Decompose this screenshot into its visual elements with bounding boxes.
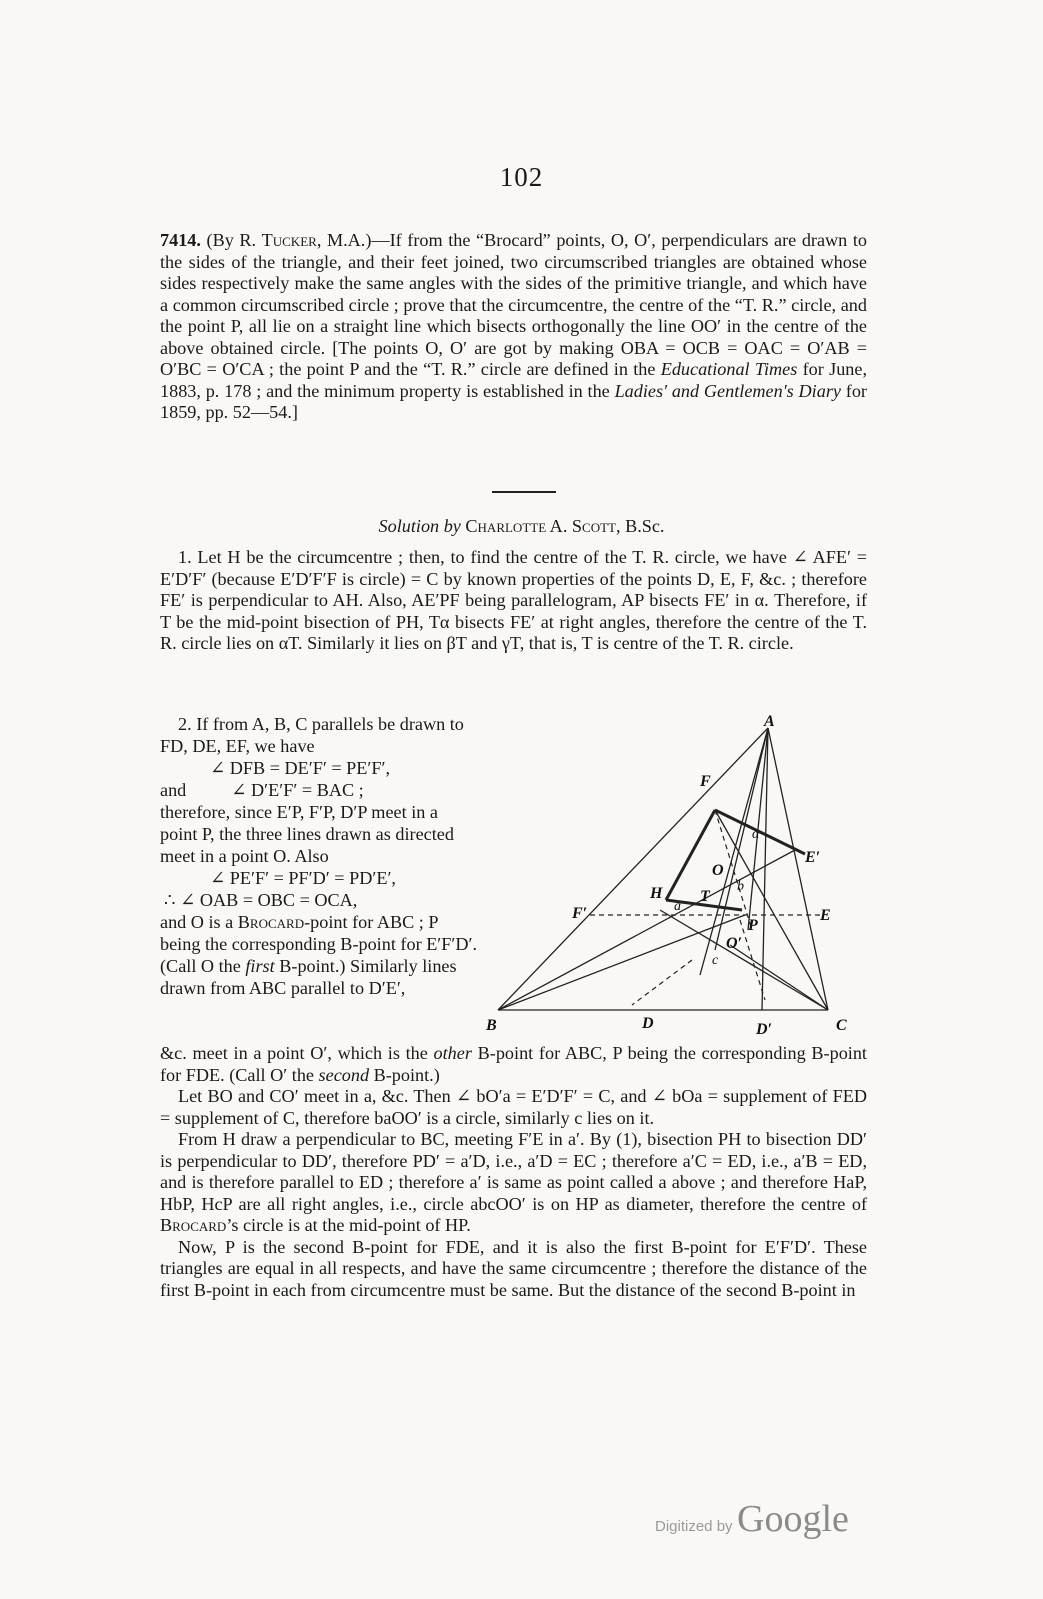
para2-line4 xyxy=(160,911,478,999)
solution-heading xyxy=(0,516,1043,537)
label-alpha: α xyxy=(752,827,760,842)
problem-text-a: —If from the “Brocard” points, O, O′, perpendiculars are drawn to the sides of the triangle, and their feet joined, two circumscribed triangles are obtained whose sides respectively make the same angles with the sides of the primitive triangle, and which have a common circumscribed circle ; prove that the circumcentre, the centre of the “T. R.” circle, and the point P, all lie on a straight line which bisects orthogonally the line OO′ in the centre of the above obtained circle. [The points O, O′ are got by making OBA = OCB = OAC = O′AB = O′BC = O′CA ; the point P and the “T. R.” circle are defined in the xyxy=(160,230,868,379)
and-word: and xyxy=(160,780,187,800)
tail-paragraph-3 xyxy=(160,1129,867,1237)
digitized-text: Digitized by xyxy=(655,1518,733,1535)
problem-text-c: for 1859, pp. 52—54.] xyxy=(160,380,867,422)
tail-p1c: B-point.) xyxy=(369,1064,440,1085)
label-a: a xyxy=(674,899,681,914)
other-word: other xyxy=(433,1043,472,1063)
author-prefix: (By R. xyxy=(206,230,262,250)
tail-p3b: ’s circle is at the mid-point of HP. xyxy=(226,1215,471,1235)
label-Ep: E′ xyxy=(805,849,821,866)
solver-name: Charlotte A. Scott xyxy=(465,516,616,536)
label-Op: O′ xyxy=(726,935,743,952)
label-Fp: F′ xyxy=(572,905,588,922)
tail-paragraph-4: Now, P is the second B-point for FDE, and it is also the first B-point for E′F′D′. These triangles are equal in all respects, and have the same circumcentre ; therefore the distance of the first B-point in each from circumcentre must be same. But the distance of the second B-point in xyxy=(160,1236,867,1300)
equation-1: ∠ DFB = DE′F′ = PE′F′, xyxy=(210,758,391,778)
second-word: second xyxy=(318,1064,370,1085)
para2-l4c: B-point.) Similarly lines drawn from ABC parallel to D′E′, xyxy=(160,956,457,998)
google-logo: Google xyxy=(737,1498,849,1540)
digitized-watermark xyxy=(655,1497,849,1541)
label-D: D xyxy=(642,1015,654,1032)
label-O: O xyxy=(712,862,724,879)
section-divider xyxy=(492,491,556,493)
solution-part-1 xyxy=(160,547,867,655)
tail-paragraph-2: Let BO and CO′ meet in a, &c. Then ∠ bO′a = E′D′F′ = C, and ∠ bOa = supplement of FED = supplement of C, therefore baOO′ is a circle, similarly c lies on it. xyxy=(160,1086,867,1128)
geometry-figure xyxy=(486,713,860,1040)
problem-number: 7414. xyxy=(160,230,201,250)
author-suffix: , M.A.) xyxy=(316,230,372,250)
equation-2-row xyxy=(160,779,478,801)
paragraph-1: 1. Let H be the circumcentre ; then, to find the centre of the T. R. circle, we have ∠ AFE′ = E′D′F′ (because E′D′F′F is circle) = C by known properties of the points D, E, F, &c. ; therefore FE′ is perpendicular to AH. Also, AE′PF being parallelogram, AP bisects FE′ in α. Therefore, if T be the mid-point bisection of PH, Tα bisects FE′ at right angles, therefore the centre of the T. R. circle lies on αT. Similarly it lies on βT and γT, that is, T is centre of the T. R. circle. xyxy=(160,547,867,653)
tail-p1a: &c. meet in a point O′, which is the xyxy=(160,1043,434,1063)
problem-statement xyxy=(160,230,867,424)
tail-paragraph-1 xyxy=(160,1043,867,1086)
para2-line3: therefore, since E′P, F′P, D′P meet in a point P, the three lines drawn as directed meet in a point O. Also xyxy=(160,802,454,866)
label-H: H xyxy=(650,885,663,902)
author-name: Tucker xyxy=(261,230,317,250)
page-number: 102 xyxy=(499,162,544,192)
solution-part-2 xyxy=(160,713,478,999)
equation-2: ∠ D′E′F′ = BAC ; xyxy=(231,780,364,800)
first-word: first xyxy=(245,956,275,976)
solution-part-3 xyxy=(160,1043,867,1301)
label-b: b xyxy=(737,879,744,894)
label-c: c xyxy=(712,953,719,968)
para2-l4b: -point for ABC ; P being the corresponding B-point for E′F′D′. (Call O the xyxy=(160,912,478,976)
solver-suffix: , B.Sc. xyxy=(615,516,665,536)
equation-3: ∠ PE′F′ = PF′D′ = PD′E′, xyxy=(210,868,396,888)
problem-text-b: for June, 1883, p. 178 ; and the minimum property is established in the xyxy=(160,359,867,401)
label-Dp: D′ xyxy=(756,1021,773,1038)
tail-p1b: B-point for ABC, P being the corresponding B-point for FDE. (Call O′ the xyxy=(160,1043,867,1085)
label-P: P xyxy=(748,917,758,934)
para2-l4a: and O is a xyxy=(160,912,238,932)
label-T: T xyxy=(700,888,710,905)
brocard-name: Brocard xyxy=(237,912,305,932)
journal-title: Educational Times xyxy=(660,359,798,379)
label-E: E xyxy=(820,907,831,924)
label-C: C xyxy=(836,1017,847,1034)
para2-line1: 2. If from A, B, C parallels be drawn to FD, DE, EF, we have xyxy=(160,714,464,756)
equation-4: ∴ ∠ OAB = OBC = OCA, xyxy=(164,890,358,910)
label-F: F xyxy=(700,773,711,790)
brocard-name-2: Brocard xyxy=(160,1215,227,1235)
tail-p3a: From H draw a perpendicular to BC, meeting F′E in a′. By (1), bisection PH to bisection DD′ is perpendicular to DD′, therefore PD′ = a′D, i.e., a′D = EC ; therefore a′C = ED, i.e., a′B = ED, and is therefore parallel to ED ; therefore a′ is same as point called a above ; and therefore HaP, HbP, HcP are all right angles, i.e., circle abcOO′ is on HP as diameter, therefore the centre of xyxy=(160,1129,867,1214)
label-B: B xyxy=(486,1017,497,1034)
solution-prefix: Solution by xyxy=(378,516,466,536)
diary-title: Ladies′ and Gentlemen′s Diary xyxy=(614,380,841,401)
label-A: A xyxy=(764,713,775,730)
